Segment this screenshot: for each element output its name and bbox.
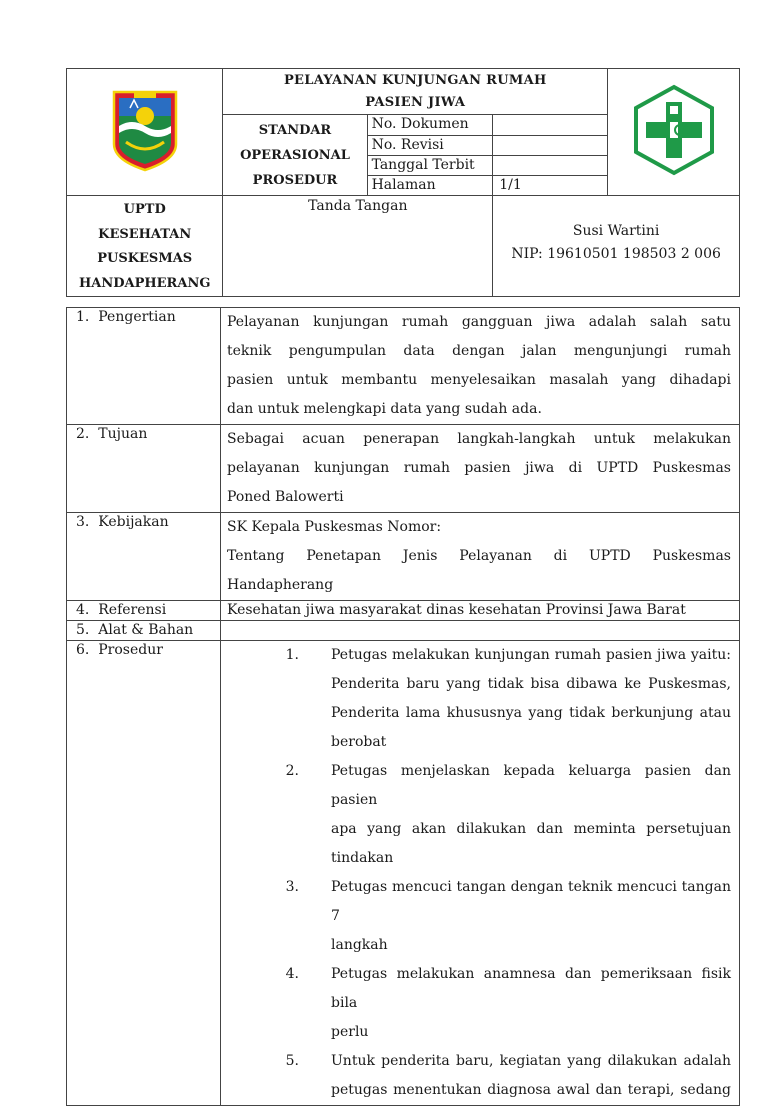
section-label-tujuan bbox=[67, 425, 221, 513]
document-title bbox=[223, 69, 608, 115]
section-content-referensi: Kesehatan jiwa masyarakat dinas kesehatan Provinsi Jawa Barat bbox=[221, 601, 740, 621]
organization-name bbox=[67, 196, 223, 297]
section-label-alat-bahan bbox=[67, 621, 221, 641]
section-row-pengertian bbox=[67, 308, 740, 425]
procedure-step-number: 5. bbox=[285, 1053, 299, 1069]
meta-label-nomor-dokumen: No. Dokumen bbox=[367, 115, 493, 136]
org-line-1: UPTD bbox=[123, 202, 166, 217]
section-number: 6. bbox=[76, 642, 90, 658]
section-label-referensi bbox=[67, 601, 221, 621]
signer-nip: NIP: 19610501 198503 2 006 bbox=[511, 246, 721, 262]
content-line: Petugas melakukan kunjungan rumah pasien jiwa yaitu: bbox=[331, 647, 731, 663]
section-label-prosedur bbox=[67, 641, 221, 1106]
procedure-step-number: 4. bbox=[285, 966, 299, 982]
content-line: berobat bbox=[331, 734, 387, 750]
section-label-kebijakan bbox=[67, 513, 221, 601]
content-line: pasien untuk membantu menyelesaikan masalah yang dihadapi bbox=[227, 372, 731, 388]
section-row-referensi bbox=[67, 601, 740, 621]
kabupaten-logo-cell bbox=[67, 69, 223, 196]
content-line: petugas menentukan diagnosa awal dan terapi, sedang bbox=[331, 1082, 731, 1098]
puskesmas-logo-cell bbox=[608, 69, 740, 196]
procedure-step-number: 1. bbox=[285, 647, 299, 663]
procedure-step-number: 2. bbox=[285, 763, 299, 779]
section-content-alat-bahan bbox=[221, 621, 740, 641]
org-line-3: PUSKESMAS bbox=[97, 251, 193, 266]
content-line: Poned Balowerti bbox=[227, 489, 344, 505]
procedure-step bbox=[227, 641, 731, 757]
section-content-prosedur bbox=[221, 641, 740, 1106]
section-number: 2. bbox=[76, 426, 90, 442]
content-line: pelayanan kunjungan rumah pasien jiwa di UPTD Puskesmas bbox=[227, 460, 731, 476]
signer-name: Susi Wartini bbox=[572, 223, 660, 239]
section-label-text: Referensi bbox=[98, 602, 167, 618]
meta-label-nomor-revisi: No. Revisi bbox=[367, 136, 493, 156]
content-line: teknik pengumpulan data dengan jalan mengunjungi rumah bbox=[227, 343, 731, 359]
procedure-step-text bbox=[331, 960, 731, 1047]
signature-area bbox=[223, 196, 493, 297]
content-line: langkah bbox=[331, 937, 388, 953]
sop-header-table bbox=[66, 68, 740, 297]
title-line-1: PELAYANAN KUNJUNGAN RUMAH bbox=[283, 72, 547, 88]
content-line: Pelayanan kunjungan rumah gangguan jiwa adalah salah satu bbox=[227, 314, 731, 330]
sop-line-1: STANDAR bbox=[258, 122, 332, 138]
section-row-alat-bahan bbox=[67, 621, 740, 641]
title-line-2: PASIEN JIWA bbox=[365, 94, 466, 110]
meta-value-tanggal-terbit bbox=[493, 156, 608, 176]
content-line: Petugas melakukan anamnesa dan pemeriksaan fisik bila bbox=[331, 966, 731, 1011]
org-line-4: HANDAPHERANG bbox=[78, 275, 211, 291]
sop-line-2: OPERASIONAL bbox=[240, 147, 350, 163]
procedure-step bbox=[227, 1047, 731, 1105]
section-label-pengertian bbox=[67, 308, 221, 425]
content-line: Penderita baru yang tidak bisa dibawa ke Puskesmas, bbox=[331, 676, 731, 692]
section-content-kebijakan bbox=[221, 513, 740, 601]
sop-line-3: PROSEDUR bbox=[252, 172, 338, 188]
procedure-step-text bbox=[331, 757, 731, 873]
meta-label-tanggal-terbit: Tanggal Terbit bbox=[367, 156, 493, 176]
section-number: 3. bbox=[76, 514, 90, 530]
meta-value-nomor-revisi bbox=[493, 136, 608, 156]
section-label-text: Prosedur bbox=[98, 642, 163, 658]
section-content-tujuan bbox=[221, 425, 740, 513]
content-line: Handapherang bbox=[227, 577, 334, 593]
content-line: Sebagai acuan penerapan langkah-langkah untuk melakukan bbox=[227, 431, 731, 447]
section-row-tujuan bbox=[67, 425, 740, 513]
meta-value-halaman: 1/1 bbox=[493, 176, 608, 196]
content-line: Petugas menjelaskan kepada keluarga pasien dan pasien bbox=[331, 763, 731, 808]
content-line: Tentang Penetapan Jenis Pelayanan di UPTD Puskesmas bbox=[227, 548, 731, 564]
meta-value-nomor-dokumen bbox=[493, 115, 608, 136]
procedure-step-text bbox=[331, 873, 731, 960]
content-line: dan untuk melengkapi data yang sudah ada. bbox=[227, 401, 542, 417]
sop-content-table bbox=[66, 307, 740, 1106]
procedure-step-number: 3. bbox=[285, 879, 299, 895]
org-line-2: KESEHATAN bbox=[98, 226, 192, 242]
section-number: 1. bbox=[76, 309, 90, 325]
section-content-pengertian bbox=[221, 308, 740, 425]
section-row-prosedur bbox=[67, 641, 740, 1106]
signature-label: Tanda Tangan bbox=[308, 198, 408, 214]
puskesmas-logo-icon bbox=[632, 84, 716, 176]
content-line: Penderita lama khususnya yang tidak berkunjung atau bbox=[331, 705, 731, 721]
section-number: 4. bbox=[76, 602, 90, 618]
meta-label-halaman: Halaman bbox=[367, 176, 493, 196]
procedure-step bbox=[227, 873, 731, 960]
section-row-kebijakan bbox=[67, 513, 740, 601]
section-label-text: Alat & Bahan bbox=[98, 622, 194, 638]
content-line: tindakan bbox=[331, 850, 394, 866]
content-line: apa yang akan dilakukan dan meminta persetujuan bbox=[331, 821, 731, 837]
procedure-step bbox=[227, 960, 731, 1047]
content-line: SK Kepala Puskesmas Nomor: bbox=[227, 519, 442, 535]
content-line: perlu bbox=[331, 1024, 369, 1040]
procedure-step-text bbox=[331, 1047, 731, 1105]
section-number: 5. bbox=[76, 622, 90, 638]
sop-label bbox=[223, 115, 367, 196]
section-label-text: Tujuan bbox=[98, 426, 148, 442]
kabupaten-ciamis-logo-icon bbox=[110, 86, 180, 174]
content-line: Untuk penderita baru, kegiatan yang dilakukan adalah bbox=[331, 1053, 731, 1069]
section-label-text: Kebijakan bbox=[98, 514, 169, 530]
content-line: Petugas mencuci tangan dengan teknik mencuci tangan 7 bbox=[331, 879, 731, 924]
procedure-step-text bbox=[331, 641, 731, 757]
section-label-text: Pengertian bbox=[98, 309, 176, 325]
signer-block bbox=[493, 196, 740, 297]
procedure-step bbox=[227, 757, 731, 873]
